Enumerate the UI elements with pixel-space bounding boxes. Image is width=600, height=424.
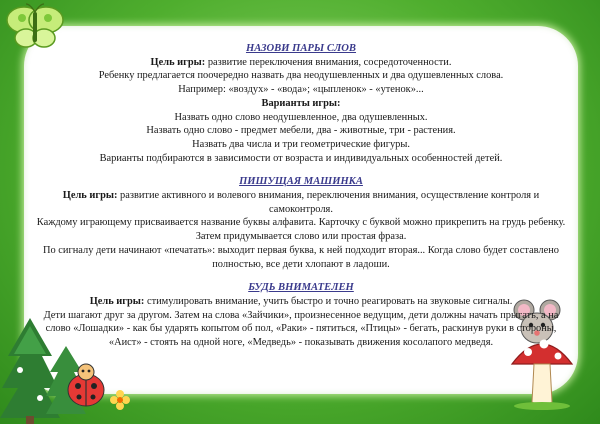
goal-text: развитие активного и волевого внимания, переключения внимания, осуществление контроля и самоконтроля. [117, 190, 540, 215]
rule-line: Дети шагают друг за другом. Затем на слова «Зайчики», произнесенное ведущим, дети должны начать прыгать, а на слово «Лошадки» - как бы ударять копытом об пол, «Раки» - пятиться, «Птицы» - бегать, раскинув руки в стороны, «Аист» - стоять на одной ноге, «Медведь» - показывать движения косолапого медведя. [43, 309, 559, 349]
rule-line: Каждому играющему присваивается название буквы алфавита. Карточку с буквой можно прикрепить на грудь ребенку. [36, 217, 566, 229]
goal-label: Цель игры: [89, 295, 145, 307]
rule-line: Затем придумывается слово или простая фраза. [195, 231, 407, 243]
goal-label: Цель игры: [150, 56, 206, 68]
variant-line: Назвать одно слово - предмет мебели, два - животные, три - растения. [146, 125, 456, 137]
goal-text: развитие переключения внимания, сосредоточенности. [205, 56, 452, 68]
rule-line: Например: «воздух» - «вода»; «цыпленок» - «утенок»... [178, 84, 424, 96]
goal-text: стимулировать внимание, учить быстро и точно реагировать на звуковые сигналы. [144, 295, 513, 307]
rule-line: Ребенку предлагается поочередно назвать два неодушевленных и два одушевленных слова. [98, 70, 504, 82]
rules-text [36, 40, 566, 350]
variant-line: Варианты подбираются в зависимости от возраста и индивидуальных особенностей детей. [99, 152, 503, 164]
variants-heading: Варианты игры: [261, 97, 341, 109]
flower-icon [108, 388, 132, 412]
ladybug-icon [62, 360, 110, 410]
section-title: ПИШУЩАЯ МАШИНКА [239, 176, 363, 188]
section-title: БУДЬ ВНИМАТЕЛЕН [248, 282, 354, 294]
section-goal [36, 56, 566, 70]
section-goal [36, 189, 566, 216]
section-goal [36, 295, 566, 309]
goal-label: Цель игры: [62, 190, 118, 202]
rule-line: По сигналу дети начинают «печатать»: выходит первая буква, к ней подходит вторая... Когда слово будет составлено полностью, все дети хлопают в ладоши. [43, 244, 559, 270]
section-title: НАЗОВИ ПАРЫ СЛОВ [245, 43, 357, 54]
variant-line: Назвать одно слово неодушевленное, два одушевленных. [174, 111, 428, 123]
variant-line: Назвать два числа и три геометрические фигуры. [192, 138, 410, 150]
